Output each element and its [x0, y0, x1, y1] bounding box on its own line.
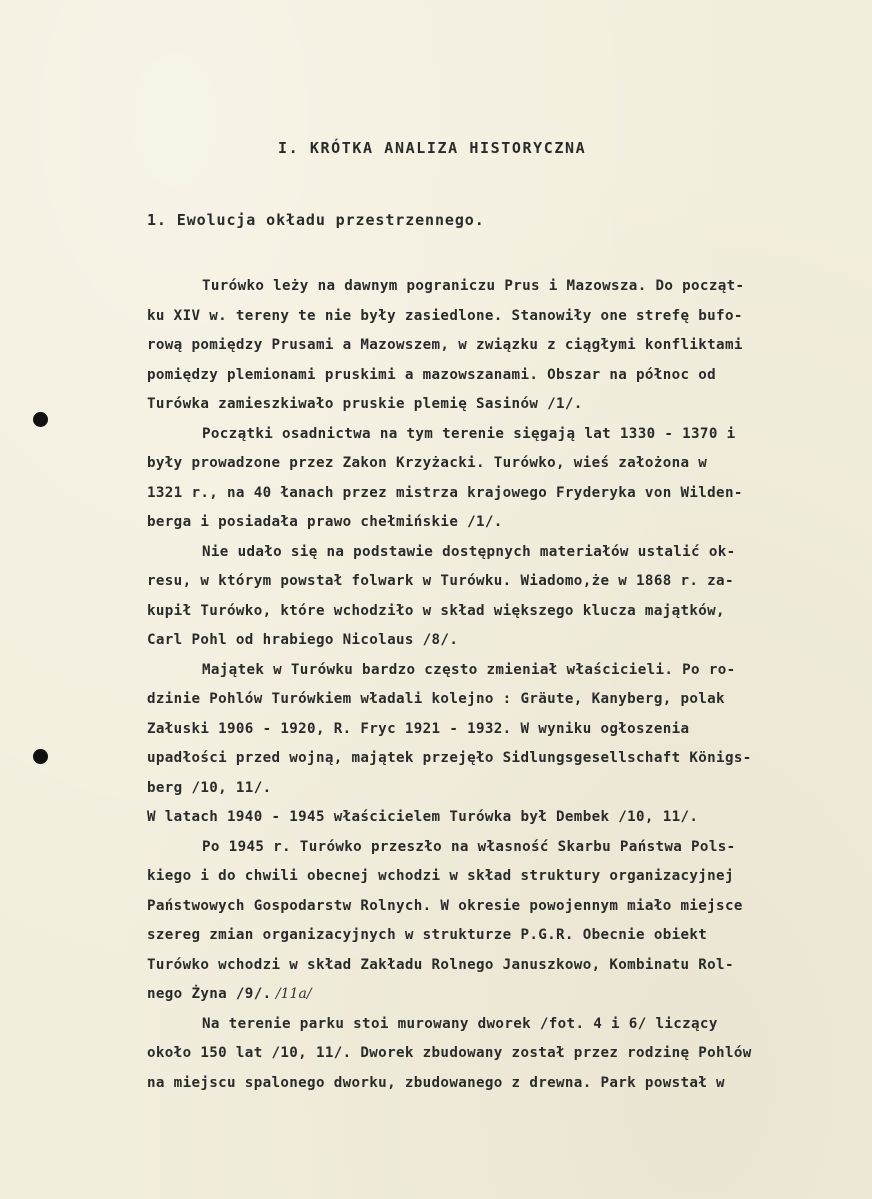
text-line-content: około 150 lat /10, 11/. Dworek zbudowany został przez rodzinę Pohlów: [147, 1045, 752, 1061]
text-line-content: były prowadzone przez Zakon Krzyżacki. Turówko, wieś założona w: [147, 455, 708, 471]
text-line-content: Po 1945 r. Turówko przeszło na własność Skarbu Państwa Pols-: [202, 838, 736, 855]
text-line: [147, 1039, 847, 1069]
text-line-content: dzinie Pohlów Turówkiem władali kolejno : Gräute, Kanyberg, polak: [147, 691, 725, 707]
text-line-content: na miejscu spalonego dworku, zbudowanego z drewna. Park powstał w: [147, 1074, 725, 1091]
text-line: [147, 302, 847, 332]
document-body: [147, 272, 847, 1098]
text-line: [147, 774, 847, 804]
text-line: [147, 803, 847, 833]
text-line-content: W latach 1940 - 1945 właścicielem Turówka był Dembek /10, 11/.: [147, 809, 699, 825]
text-line: [147, 921, 847, 951]
text-line-content: Turówko wchodzi w skład Zakładu Rolnego Januszkowo, Kombinatu Rol-: [147, 956, 734, 973]
text-line: [147, 1069, 847, 1099]
text-line: [147, 567, 847, 597]
text-line: [147, 597, 847, 627]
punch-hole-bottom: [33, 749, 48, 764]
text-line: [147, 331, 847, 361]
text-line: [147, 272, 847, 302]
text-line-content: resu, w którym powstał folwark w Turówku. Wiadomo,że w 1868 r. za-: [147, 573, 734, 589]
text-line: [147, 361, 847, 391]
text-line: [147, 449, 847, 479]
text-line-content: 1321 r., na 40 łanach przez mistrza krajowego Fryderyka von Wilden-: [147, 484, 743, 501]
punch-hole-top: [33, 412, 48, 427]
text-line-content: rową pomiędzy Prusami a Mazowszem, w związku z ciągłymi konfliktami: [147, 337, 743, 353]
text-line-content: ku XIV w. tereny te nie były zasiedlone. Stanowiły one strefę bufo-: [147, 307, 743, 324]
text-line: [147, 980, 847, 1010]
text-line: [147, 715, 847, 745]
text-line: [147, 1010, 847, 1040]
text-line: [147, 656, 847, 686]
section-heading: 1. Ewolucja okładu przestrzennego.: [147, 211, 485, 229]
text-line: [147, 892, 847, 922]
text-line-content: Nie udało się na podstawie dostępnych materiałów ustalić ok-: [202, 543, 736, 560]
handwritten-note: /11a/: [271, 986, 312, 1002]
text-line: [147, 538, 847, 568]
text-line: [147, 420, 847, 450]
text-line-content: berga i posiadała prawo chełmińskie /1/.: [147, 514, 503, 530]
text-line-content: szereg zmian organizacyjnych w strukturze P.G.R. Obecnie obiekt: [147, 927, 708, 943]
text-line-content: nego Żyna /9/.: [147, 986, 272, 1002]
text-line: [147, 508, 847, 538]
text-line-content: berg /10, 11/.: [147, 779, 272, 796]
text-line-content: kupił Turówko, które wchodziło w skład większego klucza majątków,: [147, 602, 725, 619]
document-title: I. KRÓTKA ANALIZA HISTORYCZNA: [278, 139, 587, 157]
text-line: [147, 685, 847, 715]
text-line: [147, 951, 847, 981]
text-line-content: kiego i do chwili obecnej wchodzi w skład struktury organizacyjnej: [147, 868, 734, 884]
text-line-content: Turówka zamieszkiwało pruskie plemię Sasinów /1/.: [147, 396, 583, 412]
text-line-content: Turówko leży na dawnym pograniczu Prus i Mazowsza. Do począt-: [202, 278, 745, 294]
text-line: [147, 833, 847, 863]
text-line: [147, 479, 847, 509]
text-line-content: Na terenie parku stoi murowany dworek /fot. 4 i 6/ liczący: [202, 1015, 718, 1032]
text-line-content: upadłości przed wojną, majątek przejęło Sidlungsgesellschaft Königs-: [147, 750, 752, 766]
text-line: [147, 390, 847, 420]
text-line-content: Majątek w Turówku bardzo często zmieniał właścicieli. Po ro-: [202, 661, 736, 678]
text-line-content: Początki osadnictwa na tym terenie sięgają lat 1330 - 1370 i: [202, 425, 736, 442]
text-line: [147, 862, 847, 892]
text-line-content: Carl Pohl od hrabiego Nicolaus /8/.: [147, 632, 459, 648]
text-line-content: Załuski 1906 - 1920, R. Fryc 1921 - 1932. W wyniku ogłoszenia: [147, 720, 690, 737]
text-line: [147, 626, 847, 656]
text-line: [147, 744, 847, 774]
text-line-content: pomiędzy plemionami pruskimi a mazowszanami. Obszar na północ od: [147, 366, 717, 383]
text-line-content: Państwowych Gospodarstw Rolnych. W okresie powojennym miało miejsce: [147, 897, 743, 914]
